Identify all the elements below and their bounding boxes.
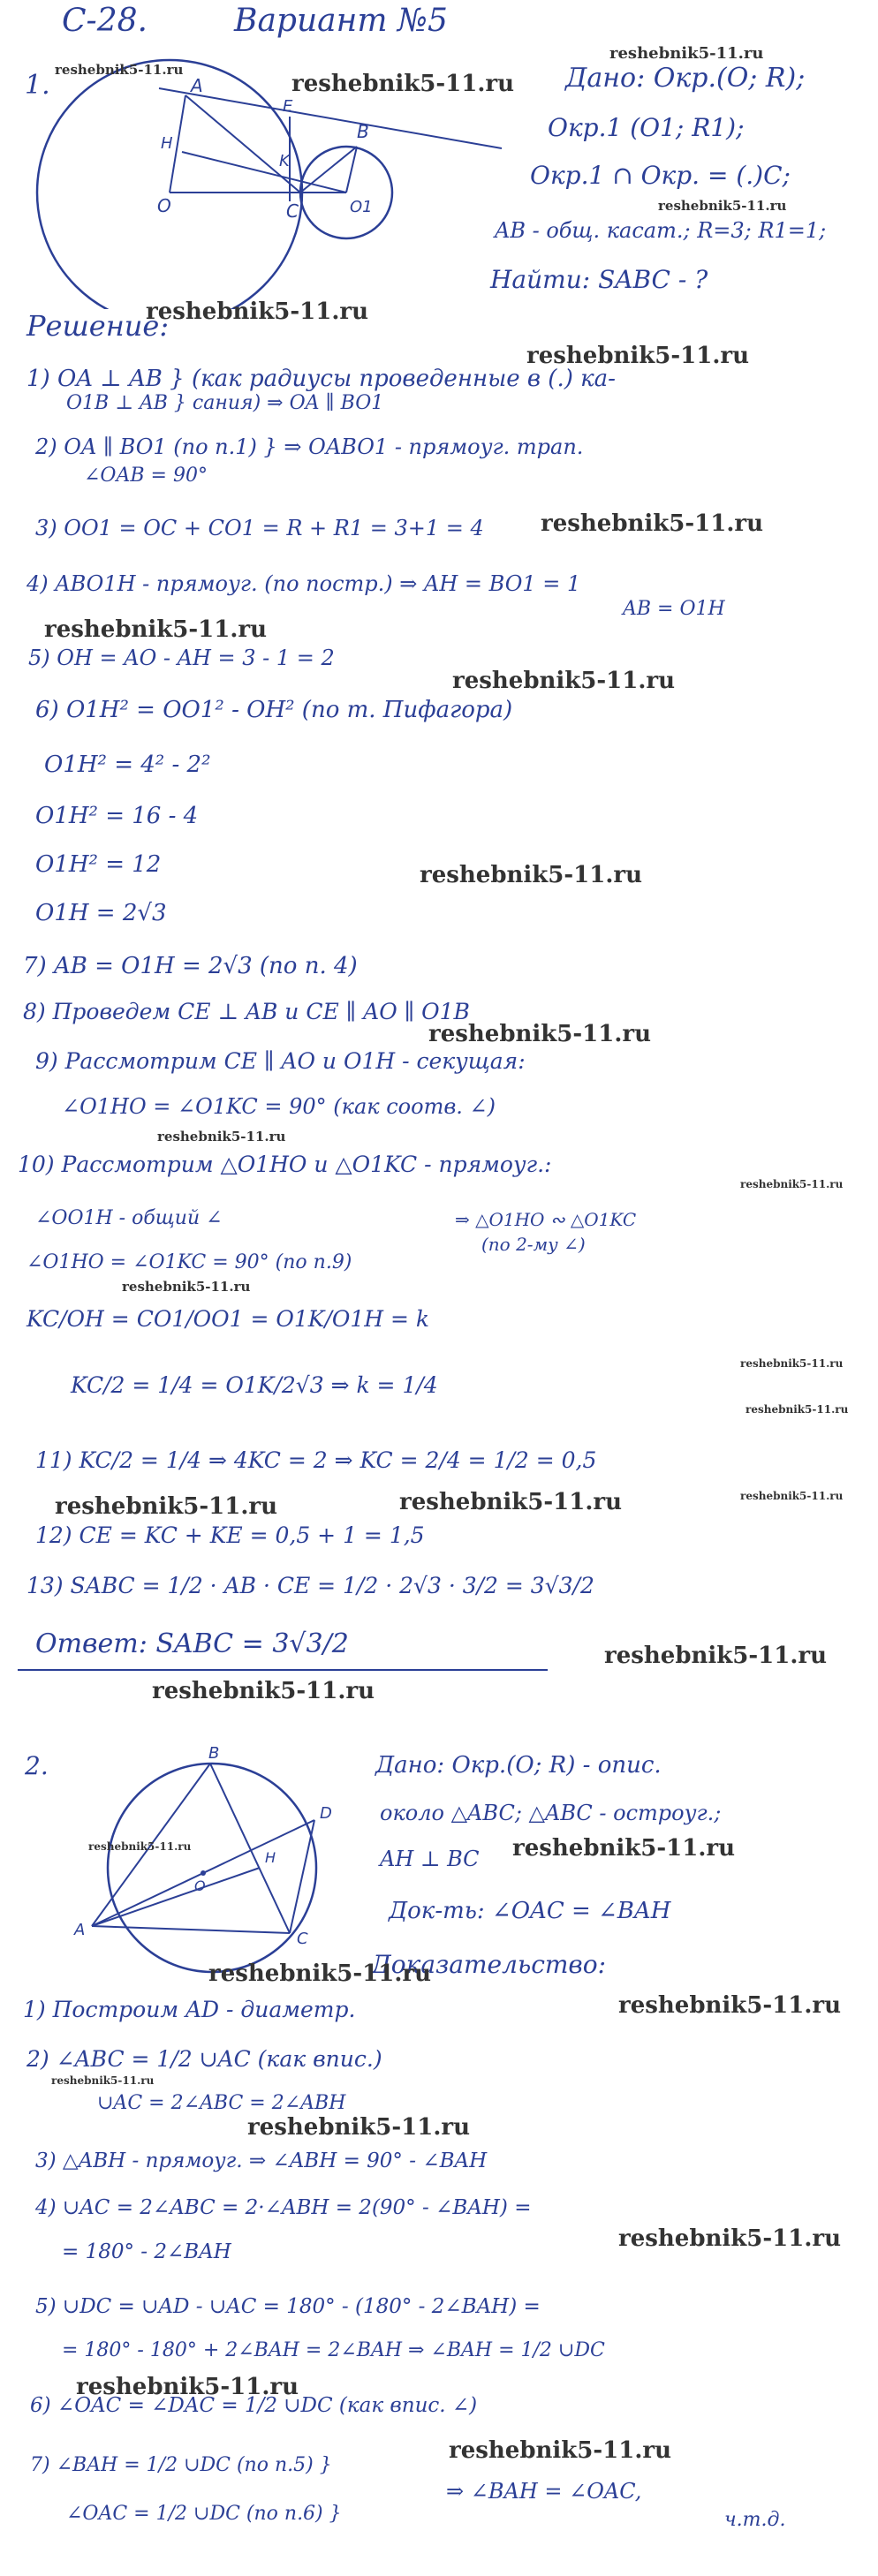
p1-answer-rule — [18, 1669, 548, 1671]
watermark: reshebnik5-11.ru — [618, 2225, 842, 2252]
p1-step-9-line-2: ∠O1HO = ∠O1KC = 90° (как соотв. ∠) — [62, 1094, 496, 1119]
p1-step-5: 5) OH = AO - AH = 3 - 1 = 2 — [28, 646, 335, 670]
watermark: reshebnik5-11.ru — [449, 2437, 672, 2464]
watermark: reshebnik5-11.ru — [157, 1129, 286, 1144]
variant-title: Вариант №5 — [234, 3, 448, 39]
watermark: reshebnik5-11.ru — [604, 1643, 828, 1669]
watermark: reshebnik5-11.ru — [746, 1403, 849, 1416]
p1-step-1b: O1B ⊥ AB } сания) ⇒ OA ∥ BO1 — [66, 392, 384, 414]
watermark: reshebnik5-11.ru — [291, 71, 515, 97]
p2-step-7-line-2: ∠OAC = 1/2 ∪DC (по п.6) } — [66, 2503, 342, 2525]
watermark: reshebnik5-11.ru — [399, 1489, 623, 1515]
p1-step-2b: ∠OAB = 90° — [84, 465, 208, 487]
large-circle — [37, 60, 302, 309]
watermark: reshebnik5-11.ru — [740, 1490, 844, 1502]
p2-step-6: 6) ∠OAC = ∠DAC = 1/2 ∪DC (как впис. ∠) — [30, 2394, 478, 2417]
p2-step-4: 4) ∪AC = 2∠ABC = 2·∠ABH = 2(90° - ∠BAH) = — [35, 2196, 532, 2219]
p2-given-4: Док-ть: ∠OAC = ∠BAH — [389, 1898, 671, 1924]
p1-step-1a: 1) OA ⊥ AB } (как радиусы проведенные в (.) ка- — [26, 366, 616, 392]
p1-given-4: AB - общ. касат.; R=3; R1=1; — [495, 218, 827, 243]
watermark: reshebnik5-11.ru — [658, 198, 787, 214]
center-point — [201, 1870, 206, 1876]
p1-step-9: 9) Рассмотрим CE ∥ AO и O1H - секущая: — [35, 1048, 526, 1074]
watermark: reshebnik5-11.ru — [146, 298, 369, 325]
watermark: reshebnik5-11.ru — [51, 2074, 155, 2087]
watermark: reshebnik5-11.ru — [740, 1357, 844, 1370]
p2-step-2-line-2: ∪AC = 2∠ABC = 2∠ABH — [97, 2092, 346, 2114]
watermark: reshebnik5-11.ru — [208, 1960, 432, 1987]
label-D: D — [320, 1804, 332, 1823]
p1-step-10-line-2: ∠OO1H - общий ∠ — [35, 1207, 223, 1229]
p1-step-6-line-4: O1H² = 12 — [35, 851, 162, 878]
watermark: reshebnik5-11.ru — [76, 2374, 299, 2400]
p1-solution-title: Решение: — [26, 309, 170, 343]
p1-step-6: 6) O1H² = OO1² - OH² (по т. Пифагора) — [35, 697, 513, 723]
label-O: O — [157, 195, 171, 216]
p2-step-1: 1) Построим AD - диаметр. — [23, 1997, 356, 2022]
altitude-AH — [92, 1868, 260, 1926]
section-number: С-28. — [62, 3, 148, 39]
p1-step-2a: 2) OA ∥ BO1 (по п.1) } ⇒ OABO1 - прямоуг. трап. — [35, 434, 584, 459]
watermark: reshebnik5-11.ru — [247, 2114, 471, 2141]
label-H2: H — [265, 1849, 276, 1866]
p1-given-1: Дано: Окр.(O; R); — [565, 63, 806, 94]
watermark: reshebnik5-11.ru — [122, 1279, 251, 1295]
watermark: reshebnik5-11.ru — [420, 862, 643, 888]
label-A: A — [191, 75, 203, 96]
side-AC — [92, 1926, 290, 1933]
p1-step-6-line-2: O1H² = 4² - 2² — [44, 752, 211, 778]
label-O1: O1 — [350, 198, 373, 216]
problem-2-figure — [62, 1744, 380, 1974]
watermark: reshebnik5-11.ru — [609, 44, 764, 63]
p1-given-3: Окр.1 ∩ Окр. = (.)C; — [530, 161, 791, 190]
p1-step-4b: AB = O1H — [623, 598, 725, 620]
circumcircle — [108, 1764, 316, 1972]
p1-step-4a: 4) ABO1H - прямоуг. (по постр.) ⇒ AH = BO1 = 1 — [26, 571, 581, 596]
problem-1-number: 1. — [25, 70, 50, 101]
watermark: reshebnik5-11.ru — [44, 616, 268, 643]
watermark: reshebnik5-11.ru — [526, 343, 750, 369]
label-B2: B — [208, 1744, 220, 1763]
p1-given-5: Найти: SABC - ? — [490, 265, 708, 294]
watermark: reshebnik5-11.ru — [55, 1493, 278, 1520]
p1-step-8: 8) Проведем CE ⊥ AB и CE ∥ AO ∥ O1B — [23, 999, 470, 1024]
watermark: reshebnik5-11.ru — [541, 510, 764, 537]
side-BC — [210, 1764, 290, 1933]
p1-step-6-line-3: O1H² = 16 - 4 — [35, 803, 199, 829]
p1-step-10: 10) Рассмотрим △O1HO и △O1KC - прямоуг.: — [18, 1152, 552, 1177]
label-B: B — [357, 121, 369, 142]
watermark: reshebnik5-11.ru — [428, 1021, 652, 1047]
label-C: C — [286, 200, 299, 222]
segment-HO1 — [182, 152, 346, 193]
p2-step-5-line-2: = 180° - 180° + 2∠BAH = 2∠BAH ⇒ ∠BAH = 1/2 ∪DC — [62, 2339, 605, 2361]
p1-step-10-ratio-2: KC/2 = 1/4 = O1K/2√3 ⇒ k = 1/4 — [71, 1372, 438, 1398]
label-C2: C — [297, 1930, 308, 1948]
p1-step-10-ratio-1: KC/OH = CO1/OO1 = O1K/O1H = k — [26, 1306, 430, 1332]
watermark: reshebnik5-11.ru — [618, 1992, 842, 2019]
watermark: reshebnik5-11.ru — [88, 1840, 192, 1853]
p2-given-1: Дано: Окр.(O; R) - опис. — [375, 1752, 662, 1779]
common-tangent — [159, 88, 502, 148]
p2-step-3: 3) △ABH - прямоуг. ⇒ ∠ABH = 90° - ∠BAH — [35, 2149, 488, 2172]
watermark: reshebnik5-11.ru — [512, 1835, 736, 1862]
watermark: reshebnik5-11.ru — [452, 668, 676, 694]
label-A2: A — [74, 1921, 86, 1939]
label-K: K — [279, 152, 290, 170]
p1-step-12: 12) CE = KC + KE = 0,5 + 1 = 1,5 — [35, 1522, 425, 1548]
label-E: E — [283, 97, 293, 116]
watermark: reshebnik5-11.ru — [55, 62, 184, 78]
label-H: H — [161, 134, 173, 153]
watermark: reshebnik5-11.ru — [740, 1178, 844, 1190]
p1-step-11: 11) KC/2 = 1/4 ⇒ 4KC = 2 ⇒ KC = 2/4 = 1/2 = 0,5 — [35, 1447, 597, 1473]
p2-qed: ч.т.д. — [724, 2509, 786, 2531]
p2-step-7: 7) ∠BAH = 1/2 ∪DC (по п.5) } — [30, 2454, 332, 2476]
p2-given-2: около △ABC; △ABC - остроуг.; — [380, 1801, 722, 1825]
p2-step-4-line-2: = 180° - 2∠BAH — [62, 2240, 231, 2263]
p1-step-3: 3) OO1 = OC + CO1 = R + R1 = 3+1 = 4 — [35, 516, 484, 540]
p2-given-3: AH ⊥ BC — [380, 1847, 480, 1871]
p1-step-13: 13) SABC = 1/2 · AB · CE = 1/2 · 2√3 · 3/2 = 3√3/2 — [26, 1573, 594, 1598]
p1-step-10-line-3: ∠O1HO = ∠O1KC = 90° (по п.9) — [26, 1251, 352, 1273]
p1-step-10-result-2: (по 2-му ∠) — [481, 1234, 586, 1255]
p2-step-2: 2) ∠ABC = 1/2 ∪AC (как впис.) — [26, 2046, 382, 2072]
p2-step-5: 5) ∪DC = ∪AD - ∪AC = 180° - (180° - 2∠BAH) = — [35, 2295, 541, 2318]
p2-step-7-result: ⇒ ∠BAH = ∠OAC, — [446, 2479, 642, 2504]
p1-step-10-result-1: ⇒ △O1HO ∾ △O1KC — [455, 1209, 637, 1230]
watermark: reshebnik5-11.ru — [152, 1678, 375, 1704]
label-O2: O — [194, 1877, 206, 1894]
p1-given-2: Окр.1 (O1; R1); — [548, 113, 745, 142]
p1-step-7: 7) AB = O1H = 2√3 (по п. 4) — [23, 953, 358, 979]
p1-step-6-line-5: O1H = 2√3 — [35, 900, 167, 926]
problem-2-number: 2. — [25, 1751, 49, 1780]
p1-answer: Ответ: SABC = 3√3/2 — [35, 1628, 349, 1659]
segment-DC — [290, 1820, 314, 1933]
p2-proof-title: Доказательство: — [371, 1950, 607, 1979]
